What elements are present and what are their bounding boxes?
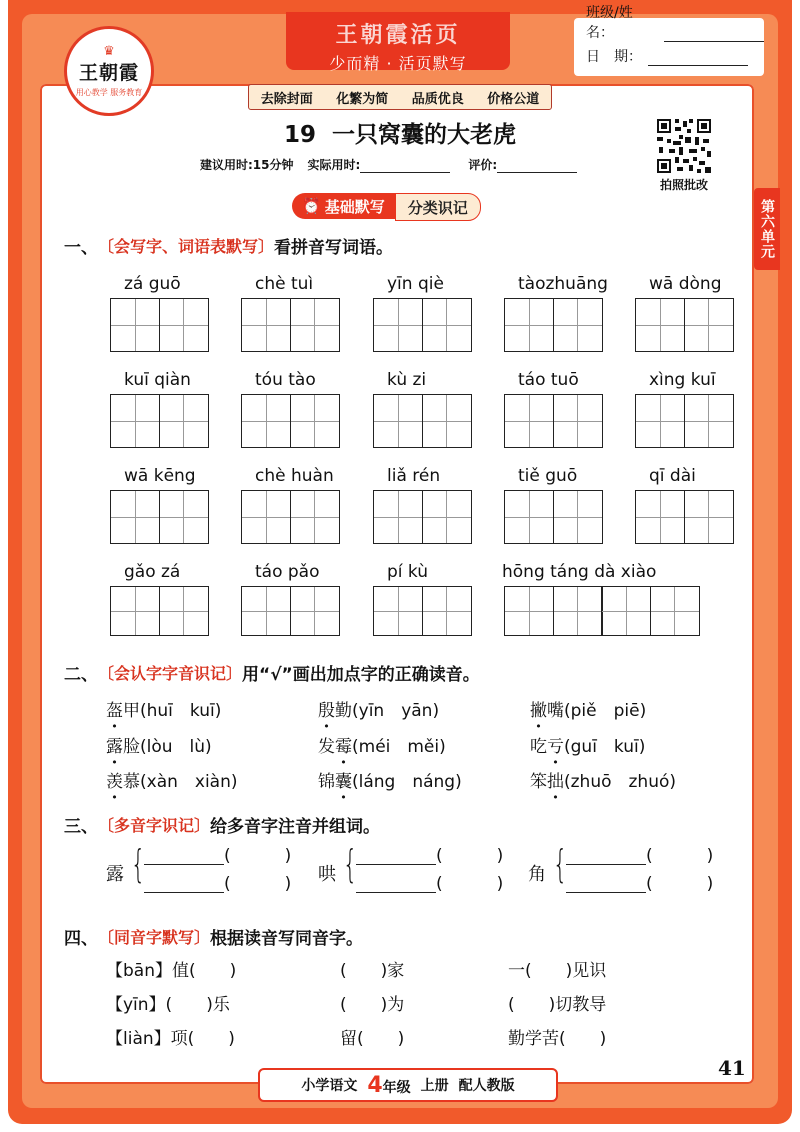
word-char: 吃 [530,737,547,757]
pinyin-label: liǎ rén [387,466,441,486]
tianzige-cell[interactable] [241,298,291,352]
q4-tag: 〔同音字默写〕 [98,928,211,947]
word-char: 笨 [530,772,547,792]
alarm-icon: ⏰ [302,197,321,215]
footer-volume: 上册 [420,1078,449,1094]
tianzige-cell[interactable] [373,298,423,352]
answer-cells [504,394,601,448]
date-label: 日 期： [586,49,642,65]
pill-secondary [395,193,481,221]
footer-grade-number: 4 [367,1072,383,1098]
answer-cells [373,490,470,544]
actual-time-field[interactable] [360,160,450,173]
q1-number: 一、 [64,238,98,258]
pinyin-label: tiě guō [518,466,578,486]
tianzige-cell[interactable] [373,490,423,544]
answer-cells [241,490,338,544]
q3-heading [64,812,380,837]
homophone-item[interactable]: 【yīn】( )乐 [106,995,230,1015]
tianzige-cell[interactable] [373,394,423,448]
pinyin-label: chè huàn [255,466,334,486]
q2-number: 二、 [64,665,98,685]
tianzige-cell[interactable] [110,394,160,448]
pinyin-label: chè tuì [255,274,314,294]
slogan-item: 化繁为简 [336,91,389,107]
polyphone-char: 哄 [318,864,336,885]
tianzige-cell[interactable] [110,490,160,544]
homophone-item[interactable]: 一( )见识 [508,961,607,981]
tianzige-cell[interactable] [241,394,291,448]
tianzige-cell[interactable] [290,490,340,544]
tianzige-cell[interactable] [373,586,423,636]
pinyin-label: zá guō [124,274,181,294]
tianzige-cell[interactable] [159,394,209,448]
tianzige-cell[interactable] [110,298,160,352]
answer-cells [241,586,338,636]
polyphone-char: 角 [528,864,546,885]
date-row [574,42,764,66]
tianzige-cell[interactable] [241,490,291,544]
pinyin-label: wā kēng [124,466,196,486]
lesson-title [180,116,620,149]
pinyin-label: xìng kuī [649,370,716,390]
q1-heading [64,233,393,258]
tianzige-cell[interactable] [650,586,700,636]
pinyin-label: táo pǎo [255,562,320,582]
tianzige-cell[interactable] [504,490,554,544]
pronunciation-options[interactable]: (xàn xiàn) [140,772,238,792]
pronunciation-item[interactable] [530,696,646,721]
footer-subject: 小学语文 [301,1078,358,1094]
answer-cells [635,490,732,544]
pinyin-blank[interactable]: ( ) [224,874,292,894]
pinyin-label: wā dòng [649,274,722,294]
tianzige-cell[interactable] [504,394,554,448]
footer-edition: 配人教版 [458,1078,515,1094]
pinyin-label: yīn qiè [387,274,444,294]
dotted-char: 羡 [106,772,123,792]
unit-tab: 第六单元 [754,188,780,270]
answer-cells [373,298,470,352]
word-blank[interactable] [356,874,436,893]
pinyin-blank[interactable]: ( ) [646,846,714,866]
crown-icon: ♛ [103,43,115,59]
tianzige-cell[interactable] [504,586,554,636]
evaluation-field[interactable] [497,160,577,173]
pill-secondary-label: 分类识记 [407,198,468,217]
tianzige-cell[interactable] [635,394,685,448]
tianzige-cell[interactable] [110,586,160,636]
homophone-item[interactable]: 留( ) [340,1029,405,1049]
pronunciation-options[interactable]: (guī kuī) [564,737,646,757]
tianzige-cell[interactable] [635,490,685,544]
q3-tag: 〔多音字识记〕 [98,816,211,835]
tianzige-cell[interactable] [553,586,603,636]
suggested-time: 建议用时:15分钟 [200,158,294,172]
answer-cells [110,298,207,352]
dotted-char: 盔 [106,701,123,721]
slogan-item: 价格公道 [487,91,540,107]
q1-tag: 〔会写字、词语表默写〕 [98,237,275,256]
pronunciation-item[interactable] [530,732,645,757]
slogan-item: 品质优良 [411,91,464,107]
dotted-char: 拙 [547,772,564,792]
lesson-number: 19 [283,122,316,148]
brace-icon: { [130,842,146,886]
series-title: 王朝霞活页 [335,23,461,48]
pronunciation-item[interactable] [318,767,462,792]
pronunciation-options[interactable]: (zhuō zhuó) [564,772,677,792]
student-info-box [574,5,764,76]
pinyin-label: tàozhuāng [518,274,608,294]
tianzige-cell[interactable] [422,298,472,352]
answer-cells [504,490,601,544]
page-number: 41 [718,1056,746,1080]
tianzige-cell[interactable] [684,490,734,544]
series-subtitle: 少而精 · 活页默写 [329,54,467,73]
answer-cells [110,586,207,636]
answer-cells [504,586,698,636]
evaluation-label: 评价: [468,158,498,172]
pinyin-label: táo tuō [518,370,579,390]
q2-instruction: 用“√”画出加点字的正确读音。 [242,665,480,685]
word-char: 发 [318,737,335,757]
word-char: 锦 [318,772,335,792]
class-name-row [574,5,764,42]
tianzige-cell[interactable] [290,298,340,352]
word-char: 慕 [123,772,140,792]
word-blank[interactable] [144,846,224,865]
pronunciation-options[interactable]: (lòu lù) [140,737,212,757]
tianzige-cell[interactable] [290,586,340,636]
tianzige-cell[interactable] [553,298,603,352]
word-char: 脸 [123,737,140,757]
pinyin-label: qī dài [649,466,696,486]
homophone-item[interactable]: ( )为 [340,995,405,1015]
tianzige-cell[interactable] [159,586,209,636]
answer-cells [635,298,732,352]
q1-instruction: 看拼音写词语。 [274,238,394,258]
qr-code-icon[interactable] [655,117,713,175]
pronunciation-options[interactable]: (láng náng) [352,772,462,792]
answer-cells [373,394,470,448]
pinyin-blank[interactable]: ( ) [436,874,504,894]
word-char: 甲 [123,701,140,721]
q4-heading [64,924,363,949]
publisher-logo [64,26,154,116]
pinyin-blank[interactable]: ( ) [436,846,504,866]
pronunciation-options[interactable]: (yīn yān) [352,701,440,721]
footer-info [258,1068,558,1102]
answer-cells [373,586,470,636]
word-blank[interactable] [566,874,646,893]
section-pills [292,193,481,221]
homophone-item[interactable]: 【bān】值( ) [106,961,237,981]
pinyin-label: gǎo zá [124,562,181,582]
pinyin-label: kuī qiàn [124,370,191,390]
word-blank[interactable] [566,846,646,865]
pronunciation-options[interactable]: (huī kuī) [140,701,222,721]
class-name-field[interactable] [664,27,764,42]
dotted-char: 囊 [335,772,352,792]
tianzige-cell[interactable] [159,298,209,352]
tianzige-cell[interactable] [635,298,685,352]
answer-cells [635,394,732,448]
brace-icon: { [552,842,568,886]
q3-number: 三、 [64,817,98,837]
pronunciation-item[interactable] [106,696,221,721]
lesson-name: 一只窝囊的大老虎 [332,122,517,148]
pinyin-label: kù zi [387,370,427,390]
tianzige-cell[interactable] [290,394,340,448]
date-field[interactable] [648,51,748,66]
homophone-item[interactable]: ( )切教导 [508,995,607,1015]
homophone-item[interactable]: 勤学苦( ) [508,1029,607,1049]
actual-time-label: 实际用时: [307,158,361,172]
tianzige-cell[interactable] [553,490,603,544]
tianzige-cell[interactable] [422,394,472,448]
dotted-char: 殷 [318,701,335,721]
q2-heading [64,660,480,685]
pronunciation-item[interactable] [106,732,212,757]
class-name-label: 班级/姓名： [586,5,633,41]
pill-primary-label: 基础默写 [324,197,385,216]
qr-label: 拍照批改 [659,178,708,192]
dotted-char: 亏 [547,737,564,757]
slogan-bar [248,84,552,110]
tianzige-cell[interactable] [159,490,209,544]
pronunciation-options[interactable]: (méi měi) [352,737,446,757]
answer-cells [504,298,601,352]
pronunciation-item[interactable] [106,767,238,792]
dotted-char: 露 [106,737,123,757]
polyphone-char: 露 [106,864,124,885]
tianzige-cell[interactable] [601,586,651,636]
word-char: 勤 [335,701,352,721]
pinyin-blank[interactable]: ( ) [646,874,714,894]
logo-name: 王朝霞 [78,61,139,84]
tianzige-cell[interactable] [422,586,472,636]
dotted-char: 霉 [335,737,352,757]
dotted-char: 撇 [530,701,547,721]
logo-motto: 用心教学 服务教育 [75,87,143,97]
answer-cells [110,394,207,448]
word-blank[interactable] [356,846,436,865]
pinyin-blank[interactable]: ( ) [224,846,292,866]
pinyin-label: hōng táng dà xiào [502,562,657,582]
answer-cells [241,394,338,448]
pronunciation-item[interactable] [530,767,676,792]
pill-primary [292,193,395,219]
footer-grade-label: 年级 [382,1079,411,1096]
pinyin-label: pí kù [387,562,429,582]
tianzige-cell[interactable] [504,298,554,352]
answer-cells [241,298,338,352]
series-banner [286,12,510,73]
q3-instruction: 给多音字注音并组词。 [210,817,381,837]
lesson-meta [200,156,577,173]
word-char: 嘴 [547,701,564,721]
tianzige-cell[interactable] [241,586,291,636]
pinyin-label: tóu tào [255,370,316,390]
homophone-item[interactable]: ( )家 [340,961,405,981]
tianzige-cell[interactable] [553,394,603,448]
brace-icon: { [342,842,358,886]
q2-tag: 〔会认字字音识记〕 [98,664,243,683]
q4-number: 四、 [64,929,98,949]
homophone-item[interactable]: 【liàn】项( ) [106,1029,235,1049]
word-blank[interactable] [144,874,224,893]
pronunciation-item[interactable] [318,696,439,721]
q4-instruction: 根据读音写同音字。 [210,929,364,949]
tianzige-cell[interactable] [422,490,472,544]
slogan-item: 去除封面 [260,91,313,107]
tianzige-cell[interactable] [684,298,734,352]
pronunciation-options[interactable]: (piě piē) [564,701,647,721]
pronunciation-item[interactable] [318,732,446,757]
tianzige-cell[interactable] [684,394,734,448]
answer-cells [110,490,207,544]
